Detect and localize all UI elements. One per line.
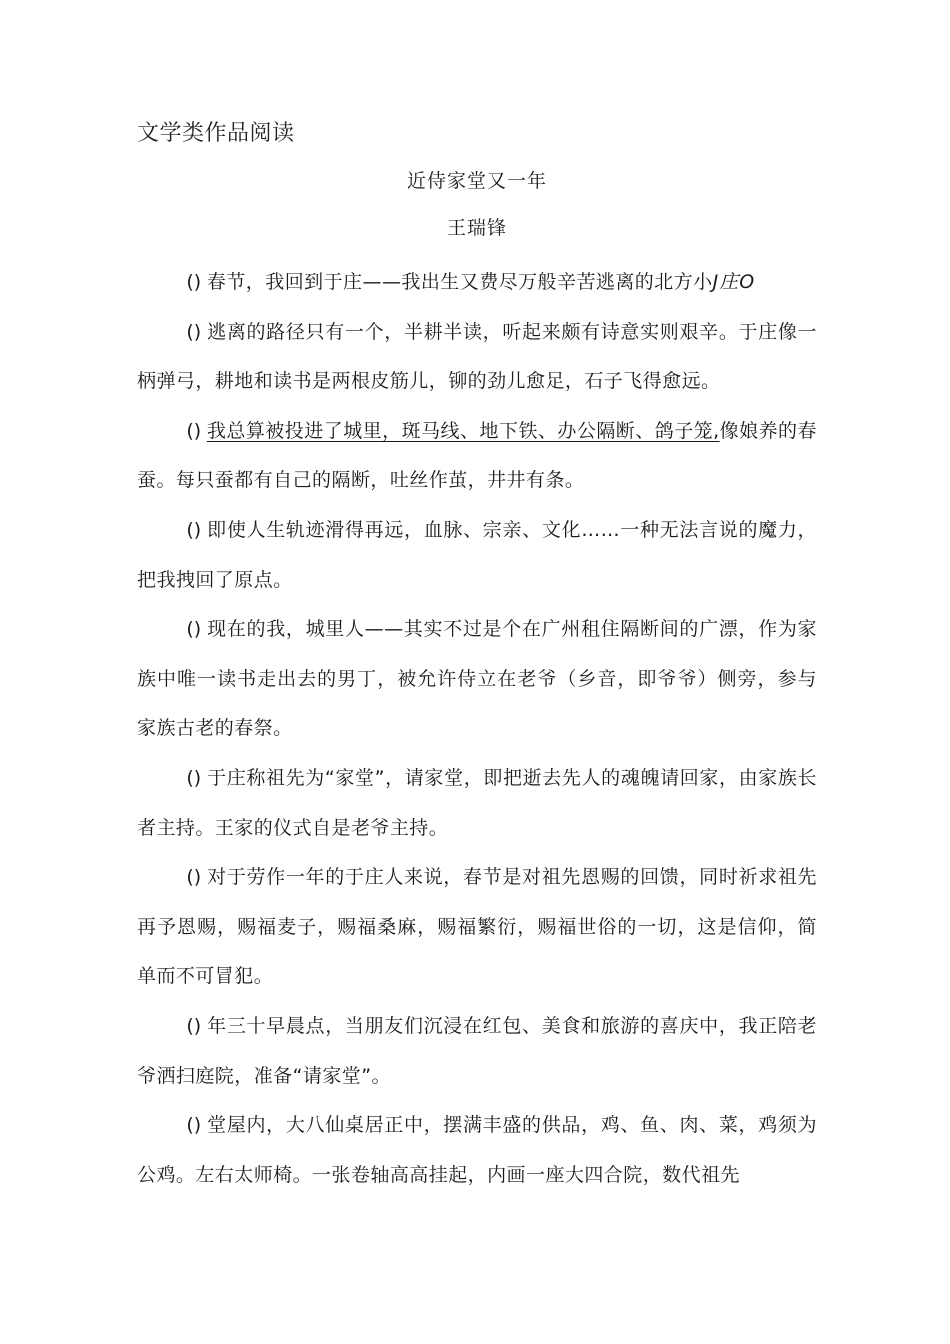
paragraph bbox=[137, 1101, 817, 1200]
paragraph-text-tail: J庄O bbox=[712, 271, 756, 293]
paragraph-number-blank: () bbox=[186, 1014, 202, 1037]
article-title: 近侍家堂又一年 bbox=[406, 170, 547, 192]
paragraph-text: 像娘养的春蚕。每只蚕都有自己的隔断，吐丝作茧，井井有条。 bbox=[137, 419, 817, 492]
paragraph-number-blank: () bbox=[186, 1114, 202, 1137]
paragraph-number-blank: () bbox=[186, 866, 202, 889]
paragraph-number-blank: () bbox=[186, 618, 202, 641]
paragraph bbox=[137, 1002, 817, 1101]
article-author: 王瑞锋 bbox=[446, 217, 507, 239]
paragraph-number-blank: () bbox=[186, 320, 202, 343]
paragraph bbox=[137, 754, 817, 853]
paragraph-text: 于庄称祖先为“家堂”，请家堂，即把逝去先人的魂魄请回家，由家族长者主持。王家的仪式自是老爷主持。 bbox=[137, 766, 817, 839]
paragraph-text: 春节，我回到于庄——我出生又费尽万般辛苦逃离的北方小 bbox=[206, 271, 713, 293]
paragraph-text: 现在的我，城里人——其实不过是个在广州租住隔断间的广漂，作为家族中唯一读书走出去的男丁，被允许侍立在老爷（乡音，即爷爷）侧旁，参与家族古老的春祭。 bbox=[137, 618, 817, 740]
section-label: 文学类作品阅读 bbox=[137, 121, 295, 146]
paragraph bbox=[137, 308, 817, 407]
paragraph bbox=[137, 853, 817, 1002]
paragraph-text: 对于劳作一年的于庄人来说，春节是对祖先恩赐的回馈，同时祈求祖先再予恩赐，赐福麦子，赐福桑麻，赐福繁衍，赐福世俗的一切，这是信仰，简单而不可冒犯。 bbox=[137, 866, 817, 988]
paragraph-number-blank: () bbox=[186, 518, 202, 541]
paragraph bbox=[137, 605, 817, 754]
paragraph bbox=[137, 407, 817, 506]
paragraph-number-blank: () bbox=[186, 766, 202, 789]
paragraph-text: 逃离的路径只有一个，半耕半读，听起来颇有诗意实则艰辛。于庄像一柄弹弓，耕地和读书是两根皮筋儿，铆的劲儿愈足，石子飞得愈远。 bbox=[137, 320, 817, 393]
article-body bbox=[137, 258, 817, 1200]
underlined-sentence: 我总算被投进了城里，斑马线、地下铁、办公隔断、鸽子笼, bbox=[206, 419, 720, 442]
paragraph-text: 即使人生轨迹滑得再远，血脉、宗亲、文化……一种无法言说的魔力，把我拽回了原点。 bbox=[137, 518, 817, 591]
paragraph bbox=[137, 506, 817, 605]
paragraph-number-blank: () bbox=[186, 271, 202, 293]
paragraph-number-blank: () bbox=[186, 419, 202, 442]
paragraph-text: 堂屋内，大八仙桌居正中，摆满丰盛的供品，鸡、鱼、肉、菜，鸡须为公鸡。左右太师椅。一张卷轴高高挂起，内画一座大四合院，数代祖先 bbox=[137, 1114, 817, 1186]
paragraph-text: 年三十早晨点，当朋友们沉浸在红包、美食和旅游的喜庆中，我正陪老爷洒扫庭院，准备“请家堂”。 bbox=[137, 1014, 817, 1087]
paragraph bbox=[137, 258, 817, 308]
